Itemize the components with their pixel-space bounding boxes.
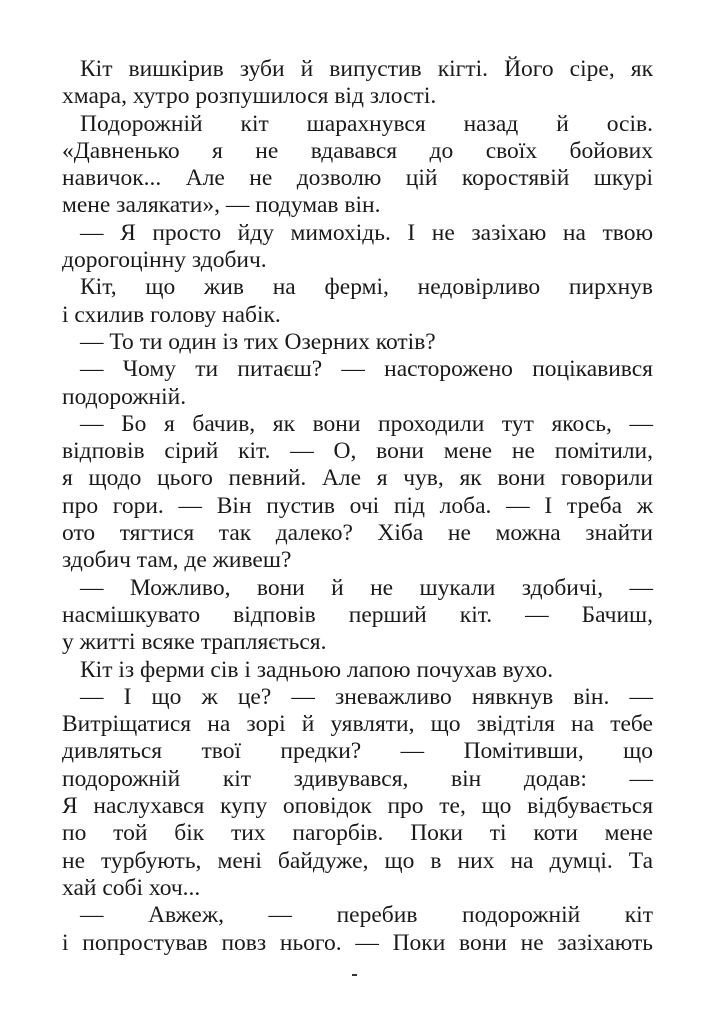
text-line: хмара, хутро розпушилося від злості.	[62, 83, 437, 110]
text-line: — Чому ти питаєш? — насторожено поцікавився	[80, 356, 653, 383]
text-line: — Я просто йду мимохідь. І не зазіхаю на твою	[80, 219, 653, 246]
text-line: мене залякати», — подумав він.	[62, 192, 381, 219]
book-page-text	[62, 56, 653, 957]
text-line: і попростував повз нього. — Поки вони не зазіхають	[62, 929, 653, 956]
text-line: подорожній.	[62, 383, 187, 410]
paragraph	[62, 684, 653, 902]
text-line: Подорожній кіт шарахнувся назад й осів.	[80, 110, 653, 137]
text-line: дорогоцінну здобич.	[62, 247, 267, 274]
text-line: «Давненько я не вдавався до своїх бойових	[62, 137, 653, 164]
text-line: ото тягтися так далеко? Хіба не можна знайти	[62, 520, 653, 547]
text-line: не турбують, мені байдуже, що в них на думці. Та	[62, 847, 653, 874]
paragraph	[62, 411, 653, 575]
text-line: хай собі хоч...	[62, 874, 201, 901]
paragraph	[62, 329, 653, 356]
text-line: Кіт, що жив на фермі, недовірливо пирхнув	[80, 274, 653, 301]
paragraph	[62, 902, 653, 957]
text-line: — Авжеж, — перебив подорожній кіт	[80, 902, 653, 929]
text-line: насмішкувато відповів перший кіт. — Бачиш,	[62, 601, 653, 628]
text-line: подорожній кіт здивувався, він додав: —	[62, 765, 653, 792]
page-number-mark	[352, 974, 357, 976]
text-line: — Можливо, вони й не шукали здобичі, —	[80, 574, 653, 601]
text-line: дивляться твої предки? — Помітивши, що	[62, 738, 653, 765]
text-line: і схилив голову набік.	[62, 301, 281, 328]
text-line: — То ти один із тих Озерних котів?	[80, 328, 436, 355]
text-line: здобич там, де живеш?	[62, 547, 292, 574]
text-line: у житті всяке трапляється.	[62, 629, 327, 656]
text-line: по той бік тих пагорбів. Поки ті коти мене	[62, 820, 653, 847]
text-line: Витріщатися на зорі й уявляти, що звідтіля на тебе	[62, 711, 653, 738]
paragraph	[62, 56, 653, 111]
text-line: про гори. — Він пустив очі під лоба. — І треба ж	[62, 492, 653, 519]
paragraph	[62, 575, 653, 657]
text-line: я щодо цього певний. Але я чув, як вони говорили	[62, 465, 653, 492]
text-line: — І що ж це? — зневажливо нявкнув він. —	[80, 683, 653, 710]
text-line: Кіт із ферми сів і задньою лапою почухав вухо.	[80, 656, 554, 683]
paragraph	[62, 274, 653, 329]
text-line: — Бо я бачив, як вони проходили тут якось, —	[80, 410, 653, 437]
paragraph	[62, 356, 653, 411]
paragraph	[62, 111, 653, 220]
paragraph	[62, 657, 653, 684]
text-line: навичок... Але не дозволю цій коростявій шкурі	[62, 165, 653, 192]
text-line: Кіт вишкірив зуби й випустив кігті. Його сіре, як	[80, 56, 653, 82]
text-line: Я наслухався купу оповідок про те, що відбувається	[62, 793, 653, 820]
paragraph	[62, 220, 653, 275]
text-line: відповів сірий кіт. — О, вони мене не помітили,	[62, 438, 653, 465]
